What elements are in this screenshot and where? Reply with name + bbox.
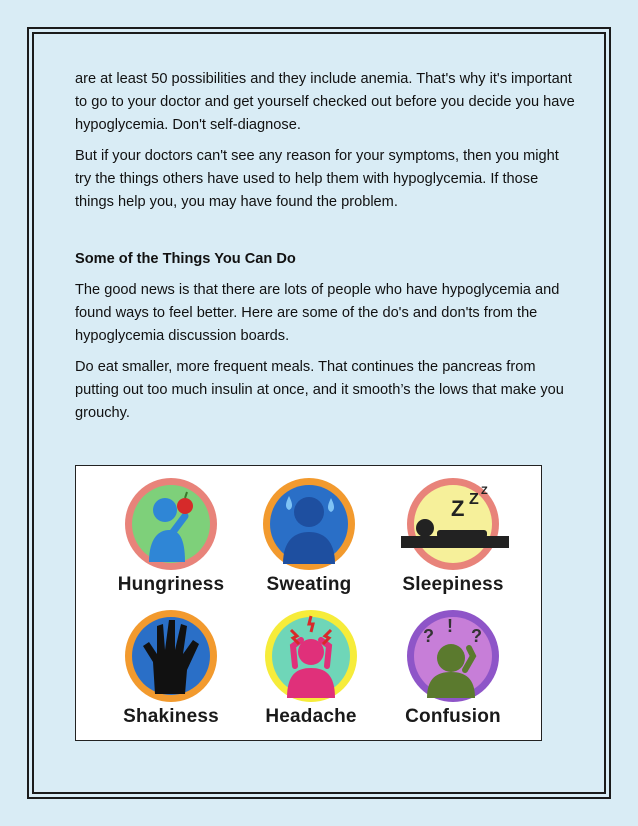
symptom-headache xyxy=(246,608,376,728)
svg-text:?: ? xyxy=(471,626,482,646)
symptom-hungriness xyxy=(106,476,236,596)
symptom-sleepiness xyxy=(388,476,518,596)
confusion-icon xyxy=(397,608,509,704)
svg-text:?: ? xyxy=(423,626,434,646)
paragraph-3: The good news is that there are lots of people who have hypoglycemia and found ways to feel better. Here are some of the do's and don'ts from the hypoglycemia discussion boards. xyxy=(75,282,560,344)
svg-text:Z: Z xyxy=(451,496,465,521)
symptom-label: Sleepiness xyxy=(402,574,504,595)
headache-icon xyxy=(255,608,367,704)
document-body xyxy=(75,68,575,433)
paragraph-4: Do eat smaller, more frequent meals. That continues the pancreas from putting out too much insulin at once, and it smooth’s the lows that make you grouchy. xyxy=(75,359,564,421)
symptoms-figure xyxy=(75,465,542,741)
svg-text:Z: Z xyxy=(481,485,488,497)
sleepiness-icon xyxy=(397,476,509,572)
symptom-label: Headache xyxy=(265,706,357,727)
shakiness-icon xyxy=(115,608,227,704)
symptom-confusion xyxy=(388,608,518,728)
symptom-label: Confusion xyxy=(405,706,501,727)
symptom-label: Hungriness xyxy=(117,574,225,595)
paragraph-1: are at least 50 possibilities and they include anemia. That's why it's important to go to your doctor and get yourself checked out before you decide you have hypoglycemia. Don't self-diagnose. xyxy=(75,71,575,133)
symptom-sweating xyxy=(244,476,374,596)
spacer xyxy=(75,222,575,248)
symptom-shakiness xyxy=(106,608,236,728)
symptom-label: Shakiness xyxy=(123,706,219,727)
sweating-icon xyxy=(253,476,365,572)
paragraph-2: But if your doctors can't see any reason for your symptoms, then you might try the things others have used to help them with hypoglycemia. If those things help you, you may have found the problem. xyxy=(75,148,559,210)
svg-text:!: ! xyxy=(447,616,453,636)
section-heading: Some of the Things You Can Do xyxy=(75,251,296,267)
hungriness-icon xyxy=(115,476,227,572)
symptom-label: Sweating xyxy=(266,574,352,595)
svg-text:Z: Z xyxy=(469,491,479,508)
